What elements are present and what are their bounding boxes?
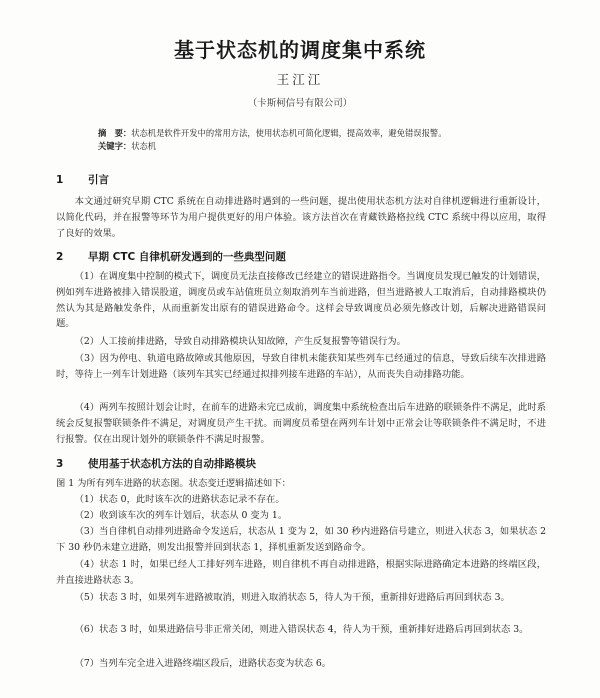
abstract-line [98, 127, 538, 140]
problem-item-3: （3）因为停电、轨道电路故障或其他原因，导致自律机未能获知某些列车已经通过的信息，导致后续车次排进路时，等待上一列车计划进路（该列车其实已经通过拟排列接车进路的车站），从而丧失自动排路功能。 [56, 353, 546, 380]
keywords-label: 关键字： [98, 141, 132, 151]
section-number: 3 [56, 458, 64, 470]
state-item-3: （3）当自律机自动排列进路命令发送后，状态从 1 变为 2，如 30 秒内进路信号建立，则进入状态 3，如果状态 2 下 30 秒仍未建立进路，则发出报警并回到状态 1，择机重新发送到路命令。 [56, 526, 546, 553]
section-title: 使用基于状态机方法的自动排路模块 [88, 458, 256, 470]
section-heading-1 [56, 172, 109, 187]
intro-paragraph: 本文通过研究早期 CTC 系统在自动排进路时遇到的一些问题，提出使用状态机方法对自律机逻辑进行重新设计，以简化代码，并在报警等环节为用户提供更好的用户体验。该方法首次在青藏铁路格拉线 CTC 系统中得以应用，取得了良好的效果。 [56, 196, 546, 239]
keywords-text: 状态机 [131, 141, 157, 151]
problem-item-1: （1）在调度集中控制的模式下，调度员无法直接修改已经建立的错误进路指令。当调度员发现已触发的计划错误，例如列车进路被排入错误股道，调度员或车站值班员立刻取消列车当前进路，但当进路被人工取消后，自动排路模块仍然认为其是路触发条件，从而重新发出原有的错误进路命令。这样会导致调度员必须先修改计划，后解决进路错误问题。 [56, 271, 546, 330]
affiliation: （卡斯柯信号有限公司） [247, 98, 353, 109]
section-title: 早期 CTC 自律机研发遇到的一些典型问题 [88, 251, 286, 263]
state-item-5: （5）状态 3 时，如果列车进路被取消，则进入取消状态 5，待人为干预，重新排好进路后再回到状态 3。 [74, 592, 510, 603]
problem-item-2: （2）人工接前排进路，导致自动排路模块认知故障，产生反复报警等错误行为。 [74, 336, 406, 347]
abstract [98, 127, 538, 153]
state-item-6: （6）状态 3 时，如果进路信号非正常关闭，则进入错误状态 4，待人为干预，重新排好进路后再回到状态 3。 [74, 624, 529, 635]
state-intro: 图 1 为所有列车进路的状态图。状态变迁逻辑描述如下： [56, 478, 291, 489]
section-number: 2 [56, 251, 64, 263]
state-item-1: （1）状态 0，此时该车次的进路状态记录不存在。 [74, 494, 285, 505]
section-heading-3 [56, 456, 256, 471]
author: 王江江 [276, 72, 324, 87]
section-title: 引言 [88, 174, 109, 186]
state-item-4: （4）状态 1 时，如果已经人工排好列车进路，则自律机不再自动排进路，根据实际进路确定本进路的终端区段，并直接进路状态 3。 [56, 559, 546, 586]
keywords-line [98, 140, 538, 153]
paper-title: 基于状态机的调度集中系统 [174, 38, 426, 62]
abstract-label: 摘 要： [98, 128, 132, 138]
abstract-text: 状态机是软件开发中的常用方法，使用状态机可简化逻辑，提高效率，避免错误报警。 [131, 128, 447, 138]
section-heading-2 [56, 249, 286, 264]
state-item-2: （2）收到该车次的列车计划后，状态从 0 变为 1。 [74, 510, 288, 521]
problem-item-4: （4）两列车按照计划会让时，在前车的进路未完已成前，调度集中系统检查出后车进路的联锁条件不满足，此时系统会反复报警联锁条件不满足，对调度员产生干扰。而调度员希望在两列车计划中正常会让等联锁条件不满足时，不进行报警。仅在出现计划外的联锁条件不满足时报警。 [56, 402, 546, 445]
section-number: 1 [56, 174, 64, 186]
state-item-7: （7）当列车完全进入进路终端区段后，进路状态变为状态 6。 [74, 658, 332, 669]
